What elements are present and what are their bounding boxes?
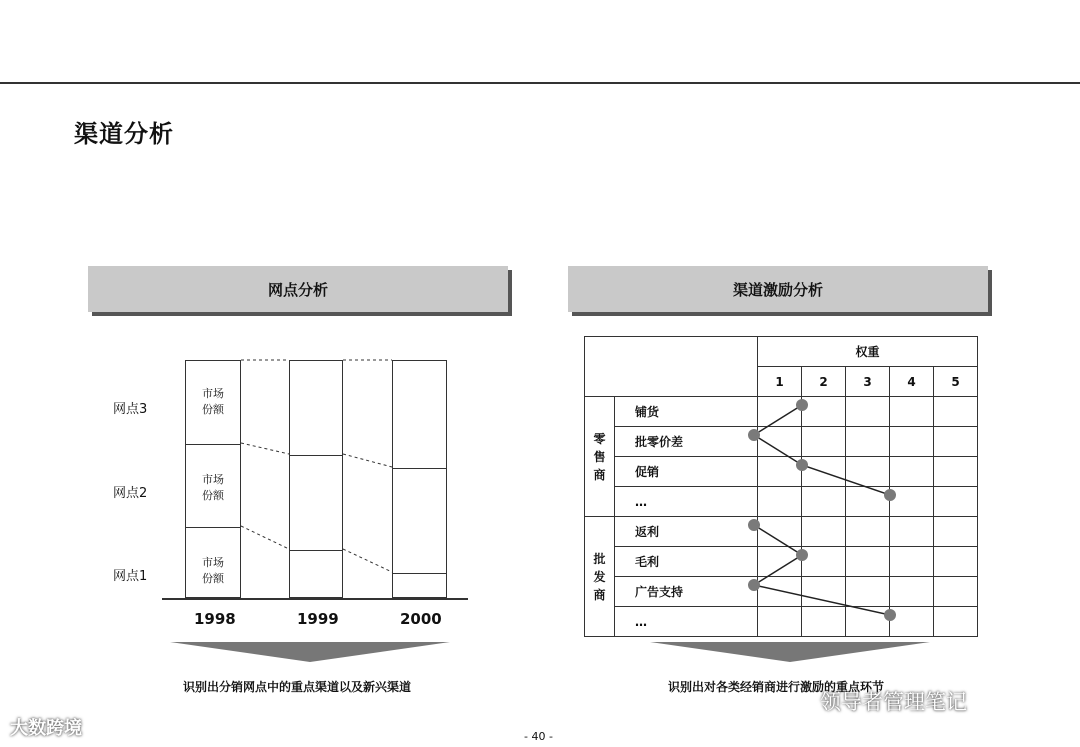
row-label-outlet3: 网点3 (113, 402, 148, 417)
year-label-1998: 1998 (194, 610, 236, 628)
right-caption: 识别出对各类经销商进行激励的重点环节 (668, 680, 885, 694)
watermark-right: 领导者管理笔记 (820, 690, 967, 714)
weight-point (884, 489, 896, 501)
item-label: … (615, 607, 758, 637)
weight-point (884, 609, 896, 621)
weight-scale-2: 2 (802, 367, 846, 397)
item-label: 返利 (615, 517, 758, 547)
year-label-2000: 2000 (400, 610, 442, 628)
watermark-left: 大数跨境 (10, 718, 82, 739)
outlet-analysis-heading: 网点分析 (267, 280, 328, 299)
group-retailer: 零 售 商 (585, 397, 615, 517)
weight-scale-3: 3 (846, 367, 890, 397)
row-label-outlet2: 网点2 (113, 486, 148, 501)
group-wholesaler: 批 发 商 (585, 517, 615, 637)
weight-point (748, 579, 760, 591)
weight-point (796, 549, 808, 561)
weight-scale-4: 4 (890, 367, 934, 397)
weight-point (796, 399, 808, 411)
item-label: 广告支持 (615, 577, 758, 607)
year-label-1999: 1999 (297, 610, 339, 628)
incentive-analysis-heading: 渠道激励分析 (732, 280, 823, 299)
item-label: 促销 (615, 457, 758, 487)
item-label: … (615, 487, 758, 517)
left-caption: 识别出分销网点中的重点渠道以及新兴渠道 (183, 680, 412, 694)
share-label-outlet3: 市场 份额 (202, 387, 224, 416)
weight-line (754, 525, 890, 615)
weight-header: 权重 (758, 337, 978, 367)
share-label-outlet1: 市场 份额 (202, 556, 224, 585)
item-label: 批零价差 (615, 427, 758, 457)
weight-point (748, 429, 760, 441)
page-title: 渠道分析 (74, 120, 174, 148)
weight-point (748, 519, 760, 531)
weight-scale-5: 5 (934, 367, 978, 397)
share-label-outlet2: 市场 份额 (202, 473, 224, 502)
item-label: 铺货 (615, 397, 758, 427)
weight-scale-1: 1 (758, 367, 802, 397)
weight-line (754, 405, 890, 495)
down-arrow-right (650, 642, 930, 662)
page-number: - 40 - (524, 730, 553, 743)
row-label-outlet1: 网点1 (113, 569, 148, 584)
weight-point (796, 459, 808, 471)
item-label: 毛利 (615, 547, 758, 577)
